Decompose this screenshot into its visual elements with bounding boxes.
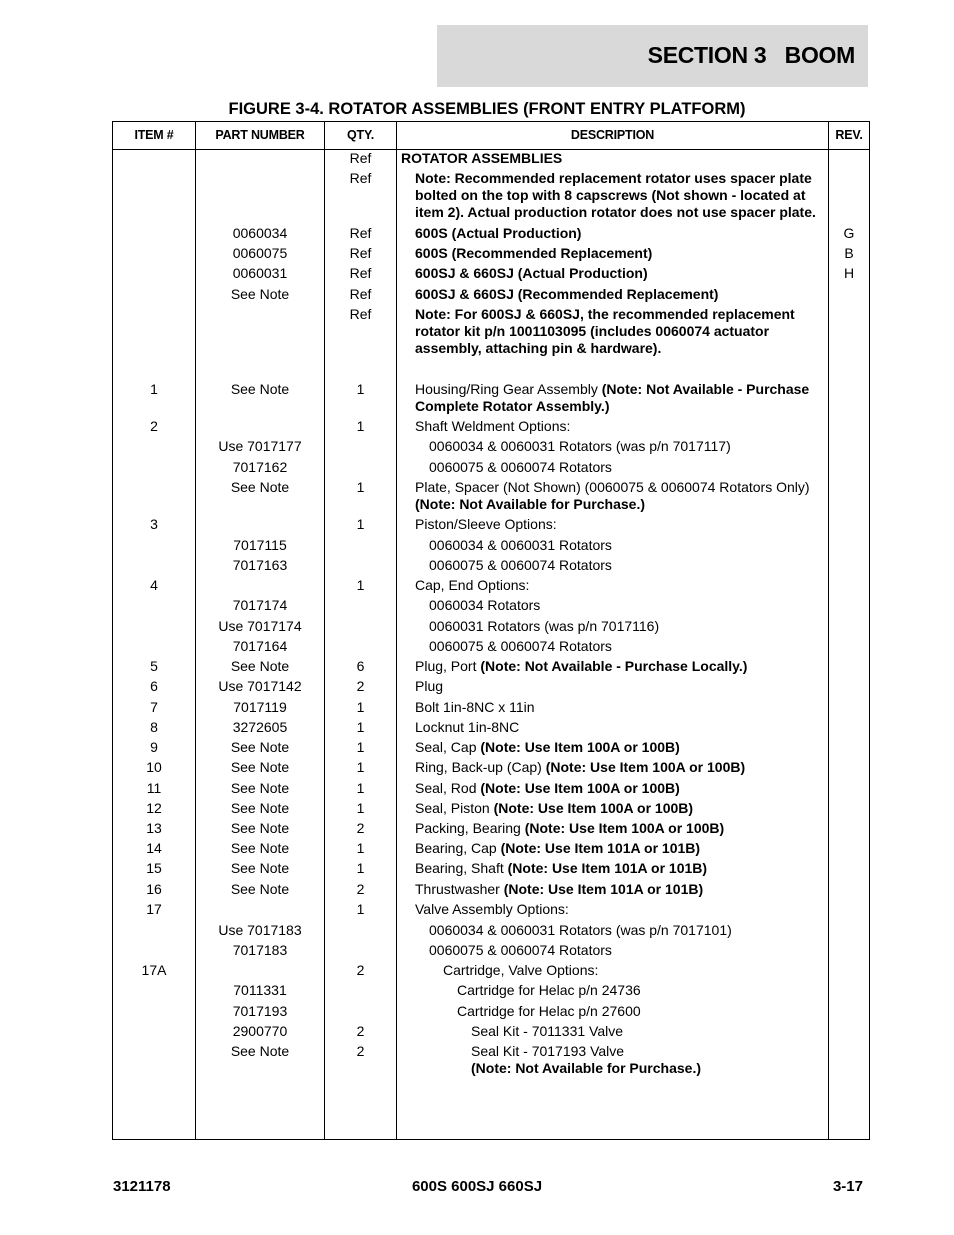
description-text: Plug, Port [415,658,481,674]
description-cell [471,1043,825,1077]
part-number-cell: Use 7017142 [218,678,302,694]
description-cell [429,459,825,476]
description-note: (Note: Use Item 100A or 100B) [545,759,746,775]
footer-page-number: 3-17 [832,1178,863,1195]
description-note: Note: Recommended replacement rotator uses spacer plate bolted on the top with 8 capscrews (Not shown - located at item 2). Actual production rotator does not use spacer plate. [415,170,816,220]
description-cell [429,942,825,959]
part-number-cell: 0060075 [232,245,288,261]
description-cell [415,225,825,242]
description-text: 0060034 & 0060031 Rotators [429,537,612,553]
description-note: (Note: Use Item 101A or 101B) [500,840,701,856]
part-number-cell: See Note [230,479,290,495]
description-cell [401,150,825,167]
description-text: Bearing, Shaft [415,860,508,876]
description-cell [415,800,825,817]
description-note: (Note: Use Item 100A or 100B) [524,820,725,836]
description-cell [415,170,825,221]
part-number-cell: Use 7017174 [218,618,302,634]
part-number-cell: 3272605 [232,719,288,735]
column-divider [396,122,397,1139]
qty-cell: 2 [356,1043,365,1059]
description-note: 600SJ & 660SJ (Recommended Replacement) [415,286,719,302]
description-text: Cap, End Options: [415,577,530,593]
part-number-cell: 7017162 [232,459,288,475]
description-text: Seal, Cap [415,739,481,755]
item-number-cell: 17 [146,901,162,917]
qty-cell: 1 [356,901,365,917]
part-number-cell: See Note [230,800,290,816]
description-note: (Note: Not Available for Purchase.) [471,1060,702,1076]
footer-doc-number: 3121178 [113,1178,171,1195]
description-text: Ring, Back-up (Cap) [415,759,546,775]
description-text: Locknut 1in-8NC [415,719,520,735]
qty-cell: Ref [349,225,372,241]
description-text: 0060034 & 0060031 Rotators (was p/n 7017117) [429,438,731,454]
item-number-cell: 10 [146,759,162,775]
description-cell [415,479,825,513]
description-note: ROTATOR ASSEMBLIES [401,150,563,166]
qty-cell: 1 [356,719,365,735]
item-number-cell: 17A [141,962,167,978]
part-number-cell: See Note [230,759,290,775]
description-note: (Note: Use Item 100A or 100B) [480,739,680,755]
description-text: Housing/Ring Gear Assembly [415,381,602,397]
description-cell [429,922,825,939]
description-cell [415,719,825,736]
part-number-cell: 7011331 [233,982,287,998]
section-title: SECTION 3 BOOM [647,42,855,68]
rev-cell: H [843,265,855,281]
description-note: 600SJ & 660SJ (Actual Production) [415,265,648,281]
rev-cell: G [843,225,855,241]
description-text: Valve Assembly Options: [415,901,569,917]
part-number-cell: See Note [230,1043,290,1059]
item-number-cell: 5 [150,658,158,674]
item-number-cell: 2 [150,418,158,434]
part-number-cell: Use 7017177 [218,438,302,454]
part-number-cell: 0060034 [232,225,288,241]
description-text: Bolt 1in-8NC x 11in [415,699,535,715]
column-header-rev: REV. [835,128,863,142]
qty-cell: Ref [349,150,372,166]
column-header-item: ITEM # [134,128,174,142]
part-number-cell: 7017119 [233,699,287,715]
description-cell [471,1023,825,1040]
qty-cell: 1 [356,780,365,796]
item-number-cell: 6 [150,678,158,694]
column-header-qty: QTY. [347,128,374,142]
part-number-cell: See Note [230,881,290,897]
qty-cell: 1 [356,860,365,876]
qty-cell: 6 [356,658,365,674]
description-text: 0060034 & 0060031 Rotators (was p/n 7017101) [429,922,732,938]
description-text: Plate, Spacer (Not Shown) (0060075 & 0060074 Rotators Only) [415,479,810,495]
footer-models: 600S 600SJ 660SJ [411,1178,543,1195]
description-text: 0060075 & 0060074 Rotators [429,557,612,573]
figure-title: FIGURE 3-4. ROTATOR ASSEMBLIES (FRONT ENTRY PLATFORM) [228,100,746,118]
qty-cell: Ref [349,245,372,261]
qty-cell: 1 [356,577,365,593]
qty-cell: 1 [356,800,365,816]
qty-cell: 1 [356,759,365,775]
part-number-cell: See Note [230,286,290,302]
description-text: 0060075 & 0060074 Rotators [429,638,612,654]
item-number-cell: 11 [146,780,162,796]
part-number-cell: See Note [230,820,290,836]
description-cell [429,537,825,554]
item-number-cell: 1 [150,381,158,397]
item-number-cell: 16 [146,881,162,897]
qty-cell: 2 [356,678,365,694]
description-text: 0060075 & 0060074 Rotators [429,459,612,475]
item-number-cell: 3 [150,516,158,532]
part-number-cell: See Note [230,739,290,755]
description-cell [429,557,825,574]
part-number-cell: See Note [230,780,290,796]
description-cell [415,881,825,898]
description-text: Seal Kit - 7017193 Valve [471,1043,625,1059]
qty-cell: 2 [356,820,365,836]
qty-cell: 1 [356,418,365,434]
description-cell [457,1003,825,1020]
description-text: Plug [415,678,444,694]
section-header-box [437,25,868,87]
part-number-cell: 7017174 [232,597,288,613]
description-note: (Note: Not Available - Purchase Complete Rotator Assembly.) [415,381,810,414]
description-text: Seal, Rod [415,780,481,796]
item-number-cell: 14 [146,840,162,856]
item-number-cell: 8 [150,719,158,735]
item-number-cell: 4 [150,577,158,593]
description-text: Cartridge, Valve Options: [443,962,599,978]
description-text: Bearing, Cap [415,840,501,856]
description-cell [429,638,825,655]
description-text: Seal, Piston [415,800,494,816]
description-text: 0060075 & 0060074 Rotators [429,942,612,958]
description-text: Seal Kit - 7011331 Valve [471,1023,624,1039]
item-number-cell: 9 [150,739,158,755]
description-cell [415,901,825,918]
rev-cell: B [844,245,854,261]
description-cell [429,597,825,614]
qty-cell: 1 [356,699,365,715]
column-header-part-number: PART NUMBER [215,128,305,142]
description-cell [415,245,825,262]
part-number-cell: 7017193 [232,1003,288,1019]
description-note: (Note: Use Item 100A or 100B) [480,780,680,796]
parts-table [112,121,870,1140]
description-cell [429,618,825,635]
description-cell [415,759,825,776]
description-cell [415,516,825,533]
qty-cell: Ref [349,306,372,322]
description-cell [415,739,825,756]
description-cell [415,820,825,837]
description-note: (Note: Use Item 100A or 100B) [493,800,694,816]
item-number-cell: 12 [146,800,162,816]
description-cell [415,658,825,675]
qty-cell: 2 [356,881,365,897]
description-cell [415,577,825,594]
description-text: Thrustwasher [415,881,504,897]
qty-cell: 1 [356,381,365,397]
qty-cell: Ref [349,265,372,281]
part-number-cell: 7017163 [232,557,288,573]
description-cell [415,860,825,877]
qty-cell: Ref [349,170,372,186]
qty-cell: 1 [356,840,365,856]
part-number-cell: See Note [230,381,290,397]
description-cell [415,699,825,716]
part-number-cell: 2900770 [232,1023,288,1039]
description-text: Cartridge for Helac p/n 24736 [457,982,641,998]
description-cell [415,381,825,415]
description-text: 0060034 Rotators [429,597,541,613]
column-header-description: DESCRIPTION [570,128,655,142]
item-number-cell: 7 [150,699,158,715]
description-text: Piston/Sleeve Options: [415,516,557,532]
description-cell [415,678,825,695]
description-note: (Note: Not Available for Purchase.) [415,496,646,512]
part-number-cell: 0060031 [232,265,288,281]
qty-cell: 1 [356,739,365,755]
description-cell [457,982,825,999]
part-number-cell: See Note [230,840,290,856]
item-number-cell: 13 [146,820,162,836]
part-number-cell: Use 7017183 [218,922,302,938]
description-cell [415,265,825,282]
description-cell [415,306,825,357]
qty-cell: Ref [349,286,372,302]
part-number-cell: 7017183 [232,942,288,958]
description-cell [415,418,825,435]
description-text: 0060031 Rotators (was p/n 7017116) [429,618,660,634]
description-note: 600S (Actual Production) [415,225,582,241]
part-number-cell: 7017164 [232,638,288,654]
part-number-cell: See Note [230,658,290,674]
description-note: (Note: Not Available - Purchase Locally.) [480,658,748,674]
qty-cell: 1 [356,479,365,495]
description-cell [443,962,825,979]
description-text: Shaft Weldment Options: [415,418,571,434]
description-note: 600S (Recommended Replacement) [415,245,653,261]
item-number-cell: 15 [146,860,162,876]
description-text: Cartridge for Helac p/n 27600 [457,1003,641,1019]
description-cell [415,286,825,303]
description-note: Note: For 600SJ & 660SJ, the recommended replacement rotator kit p/n 1001103095 (includes 0060074 actuator assembly, attaching pin & hardware). [415,306,795,356]
qty-cell: 1 [356,516,365,532]
qty-cell: 2 [356,962,365,978]
description-cell [429,438,825,455]
description-cell [415,780,825,797]
description-cell [415,840,825,857]
description-note: (Note: Use Item 101A or 101B) [503,881,704,897]
part-number-cell: 7017115 [233,537,287,553]
qty-cell: 2 [356,1023,365,1039]
description-text: Packing, Bearing [415,820,525,836]
part-number-cell: See Note [230,860,290,876]
description-note: (Note: Use Item 101A or 101B) [507,860,708,876]
